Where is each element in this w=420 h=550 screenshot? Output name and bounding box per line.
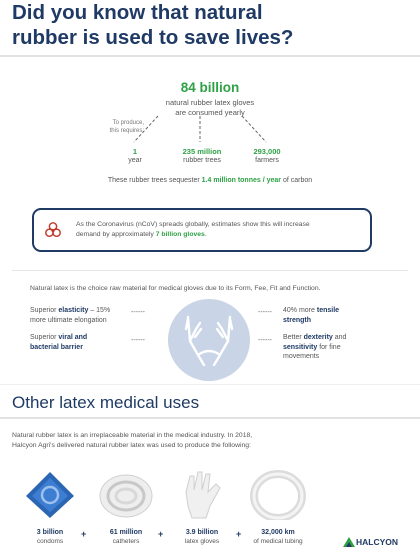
stat-years-label: year: [128, 157, 142, 164]
use-catheters-label: catheters: [112, 538, 140, 545]
gloves-icon: [168, 299, 250, 381]
property-barrier-bold-2: bacterial barrier: [30, 343, 83, 351]
other-uses-paragraph-line-1: Natural rubber latex is an irreplaceable material in the medical industry. In 2018,: [12, 432, 253, 439]
property-barrier-prefix: Superior: [30, 334, 59, 341]
property-dexterity-and: and: [332, 334, 347, 341]
latex-glove-icon: [172, 470, 232, 520]
dash-right-bottom: ------: [258, 337, 272, 344]
use-catheters-value: 61 million: [109, 529, 143, 536]
plus-sign-3: +: [236, 529, 242, 539]
condom-icon: [20, 470, 80, 520]
property-dexterity-bold-2: sensitivity: [283, 343, 318, 351]
use-condoms: [10, 528, 90, 546]
halcyon-logo-text: HALCYON: [356, 537, 399, 547]
dash-right-top: ------: [258, 309, 272, 316]
property-tensile-bold-1: tensile: [316, 307, 340, 314]
catheter-icon: [96, 470, 156, 520]
headline-line-1: Did you know that natural: [12, 1, 263, 24]
property-elasticity-line-2: more ultimate elongation: [30, 316, 107, 324]
requires-line-1: To produce,: [112, 120, 144, 126]
use-gloves-label: latex gloves: [184, 538, 220, 545]
use-condoms-value: 3 billion: [36, 529, 64, 536]
covid-text: [76, 220, 356, 240]
stat-trees-value: 235 million: [182, 147, 222, 156]
covid-line-2: [76, 230, 356, 240]
property-elasticity: [30, 306, 140, 325]
natural-latex-text: Natural latex is the choice raw material for medical gloves due to its Form, Fee, Fit and Function.: [30, 285, 321, 292]
key-stat-line-2: are consumed yearly: [175, 108, 245, 117]
covid-value: 7 billion gloves: [155, 231, 205, 238]
covid-line-1: As the Coronavirus (nCoV) spreads globally, estimates show this will increase: [76, 221, 310, 228]
connector-left: [134, 116, 158, 142]
connector-lines: [120, 112, 280, 148]
sequester-value: 1.4 million tonnes / year: [201, 177, 281, 184]
property-dexterity-prefix: Better: [283, 334, 304, 341]
sequester-suffix: of carbon: [281, 177, 313, 184]
stat-trees-label: rubber trees: [183, 157, 221, 164]
property-tensile-bold-2: strength: [283, 316, 311, 324]
stat-years-value: 1: [132, 147, 138, 156]
dash-left-top: ------: [131, 309, 145, 316]
key-stat-value: 84 billion: [180, 80, 240, 95]
section-divider: [12, 270, 408, 271]
sequester-prefix: These rubber trees sequester: [107, 177, 202, 184]
headline: [12, 0, 412, 50]
property-dexterity: [283, 333, 393, 362]
property-tensile-prefix: 40% more: [283, 307, 317, 314]
stat-farmers: [222, 147, 312, 165]
halcyon-logo-icon: [342, 536, 356, 548]
property-dexterity-line-3: movements: [283, 353, 320, 360]
other-uses-paragraph-line-2: Halcyon Agri's delivered natural rubber latex was used to produce the following:: [12, 442, 251, 449]
other-uses-title: Other latex medical uses: [12, 393, 200, 412]
sequester-text: [0, 177, 420, 184]
stat-farmers-label: farmers: [255, 157, 279, 164]
property-dexterity-bold-1: dexterity: [303, 334, 333, 341]
biohazard-icon: [44, 221, 62, 239]
plus-sign-2: +: [158, 529, 164, 539]
plus-sign-1: +: [81, 529, 87, 539]
use-tubing-value: 32,000 km: [261, 529, 295, 536]
section-divider-2: [0, 384, 420, 385]
use-latex-gloves: [162, 528, 242, 546]
requires-line-2: this requires:: [109, 128, 144, 134]
stat-farmers-value: 293,000: [253, 147, 281, 156]
other-uses-paragraph: [12, 431, 408, 451]
headline-rule: [0, 55, 420, 57]
connector-right: [242, 116, 266, 142]
property-dexterity-suffix: for fine: [317, 343, 341, 351]
use-catheters: [86, 528, 166, 546]
headline-line-2: rubber is used to save lives?: [12, 26, 294, 49]
property-elasticity-bold: elasticity: [58, 307, 89, 314]
use-gloves-value: 3.9 billion: [185, 529, 219, 536]
property-barrier: [30, 333, 140, 352]
dash-left-bottom: ------: [131, 337, 145, 344]
medical-tubing-icon: [248, 470, 308, 520]
key-stat-line-1: natural rubber latex gloves: [165, 98, 255, 107]
covid-line-2-suffix: .: [204, 231, 207, 238]
use-tubing-label: of medical tubing: [253, 538, 303, 545]
other-uses-rule: [0, 417, 420, 419]
property-elasticity-suffix: – 15%: [88, 307, 111, 314]
property-tensile: [283, 306, 393, 325]
property-elasticity-prefix: Superior: [30, 307, 59, 314]
use-condoms-label: condoms: [36, 538, 64, 545]
property-barrier-bold-1: viral and: [58, 334, 88, 341]
covid-line-2-prefix: demand by approximately: [76, 231, 156, 238]
use-medical-tubing: [238, 528, 318, 546]
